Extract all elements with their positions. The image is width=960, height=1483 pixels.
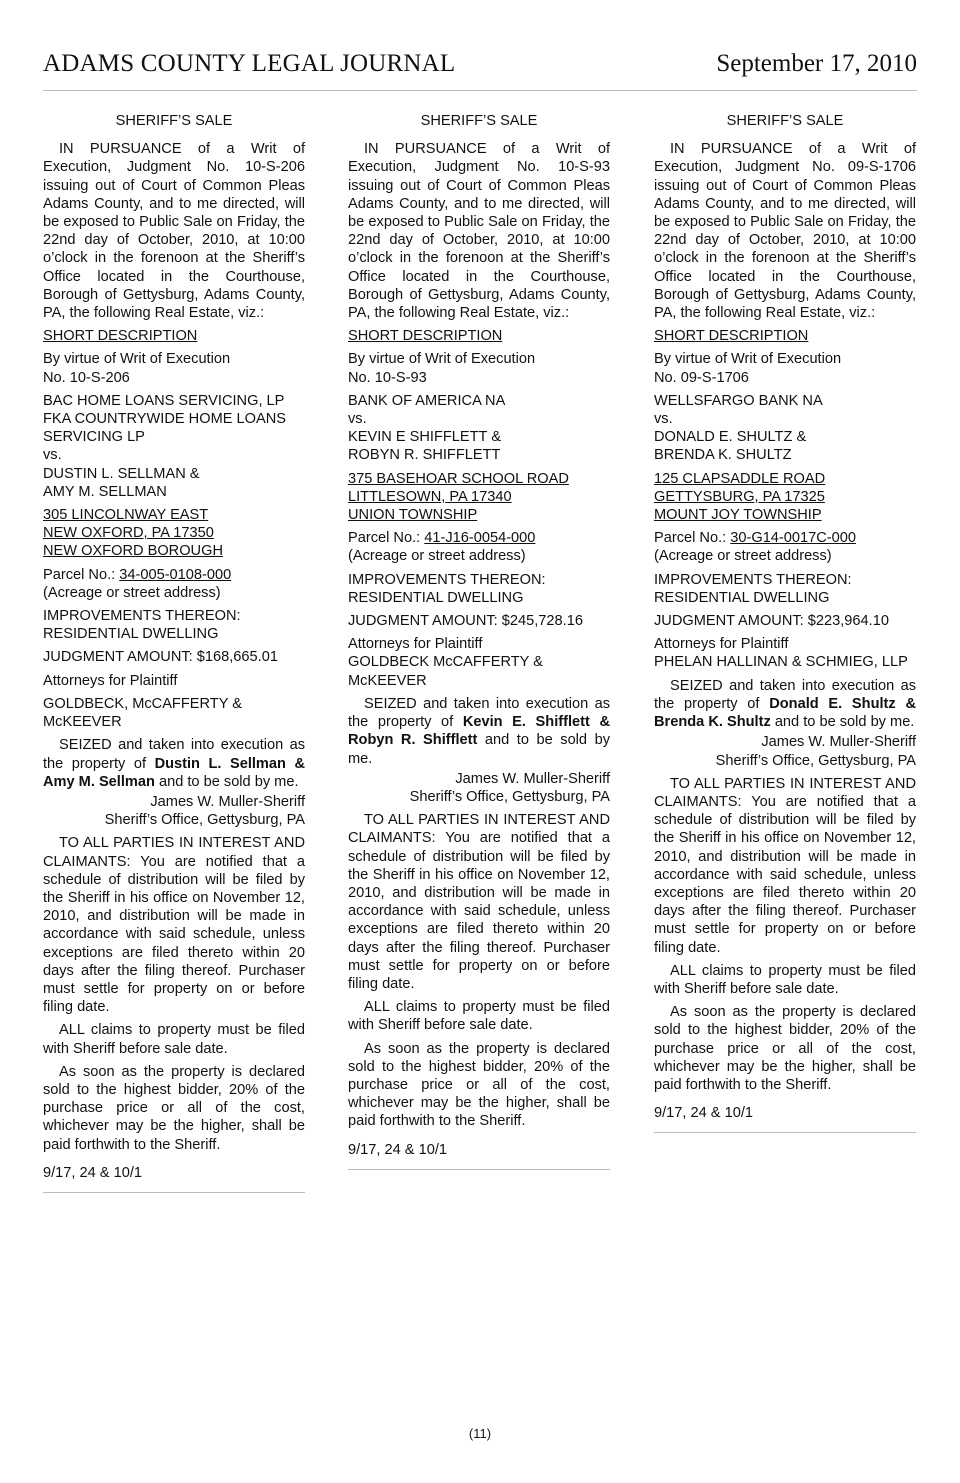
writ-number: No. 10-S-93 [348,369,427,386]
address-line: 125 CLAPSADDLE ROAD [654,470,826,487]
improvements-line: RESIDENTIAL DWELLING [348,589,524,606]
seized-text: SEIZED and taken into execution as the property of [348,695,610,731]
improvements-line: IMPROVEMENTS THEREON: [654,571,852,588]
parcel-number: 41-J16-0054-000 [424,530,536,547]
improvements-line: IMPROVEMENTS THEREON: [43,608,241,625]
notice-column-1 [43,112,305,1193]
seized-paragraph [43,736,305,791]
seized-text-end: and to be sold by me. [348,732,610,767]
issue-date: September 17, 2010 [716,50,917,77]
improvements-line: RESIDENTIAL DWELLING [654,589,830,606]
sheriff-signature [654,733,916,769]
payment-notice: As soon as the property is declared sold to the highest bidder, 20% of the purchase price or all of the cost, whichever may be the higher, shall be paid forthwith to the Sheriff. [43,1063,305,1153]
judgment-amount: JUDGMENT AMOUNT: $168,665.01 [43,649,278,666]
owner-names: Donald E. Shultz & Brenda K. Shultz [654,695,916,731]
parcel-block [654,529,916,565]
claims-notice: ALL claims to property must be filed with Sheriff before sale date. [654,962,916,997]
parcel-block [43,566,305,602]
distribution-notice: TO ALL PARTIES IN INTEREST AND CLAIMANTS: You are notified that a schedule of distribution will be filed by the Sheriff in his office on November 12, 2010, and distribution will be made in accordance with said schedule, unless exceptions are filed thereto within 20 days after the filing thereof. Purchaser must settle for property on or before filing date. [654,775,916,956]
address-line: 375 BASEHOAR SCHOOL ROAD [348,470,569,487]
writ-line: By virtue of Writ of Execution [654,351,842,368]
notice-column-3 [654,112,916,1133]
page-number: (11) [468,1426,492,1441]
notice-column-2 [348,112,610,1170]
party-line: vs. [654,411,673,428]
notice-heading: SHERIFF’S SALE [420,113,538,129]
attorneys-label: Attorneys for Plaintiff [43,672,178,689]
party-line: BANK OF AMERICA NA [348,392,506,409]
attorney-line: GOLDBECK, McCAFFERTY & [43,695,242,712]
address-line: NEW OXFORD BOROUGH [43,543,223,560]
address-line: LITTLESOWN, PA 17340 [348,488,512,505]
party-line: AMY M. SELLMAN [43,483,167,500]
attorneys-label: Attorneys for Plaintiff [654,636,789,653]
notice-heading: SHERIFF’S SALE [726,113,844,129]
parties-block [348,392,610,465]
owner-names: Dustin L. Sellman & Amy M. Sellman [43,755,305,790]
journal-title: ADAMS COUNTY LEGAL JOURNAL [43,50,456,77]
parcel-label: Parcel No.: [348,530,425,547]
address-line: 305 LINCOLNWAY EAST [43,507,209,524]
party-line: vs. [348,411,367,428]
improvements-line: RESIDENTIAL DWELLING [43,626,219,643]
claims-notice: ALL claims to property must be filed with Sheriff before sale date. [348,999,610,1034]
acreage-note: (Acreage or street address) [348,548,526,565]
publication-dates: 9/17, 24 & 10/1 [654,1105,753,1122]
sheriff-office: Sheriff’s Office, Gettysburg, PA [715,752,916,769]
improvements-block [654,571,916,607]
writ-number: No. 09-S-1706 [654,369,749,386]
writ-block [348,350,610,386]
writ-line: By virtue of Writ of Execution [348,351,536,368]
writ-line: By virtue of Writ of Execution [43,351,231,368]
attorneys-block [654,635,916,671]
pursuance-paragraph: IN PURSUANCE of a Writ of Execution, Judgment No. 10-S-93 issuing out of Court of Common Pleas Adams County, and to me directed, will be exposed to Public Sale on Friday, the 22nd day of October, 2010, at 10:00 o’clock in the forenoon at the Sheriff’s Office located in the Courthouse, Borough of Gettysburg, Adams County, PA, the following Real Estate, viz.: [348,141,610,322]
parcel-label: Parcel No.: [43,566,120,583]
notice-heading: SHERIFF’S SALE [115,113,233,129]
party-line: BRENDA K. SHULTZ [654,447,792,464]
parcel-block [348,529,610,565]
pursuance-paragraph: IN PURSUANCE of a Writ of Execution, Judgment No. 09-S-1706 issuing out of Court of Common Pleas Adams County, and to me directed, will be exposed to Public Sale on Friday, the 22nd day of October, 2010, at 10:00 o’clock in the forenoon at the Sheriff’s Office located in the Courthouse, Borough of Gettysburg, Adams County, PA, the following Real Estate, viz.: [654,141,916,322]
property-address [43,506,305,561]
party-line: SERVICING LP [43,429,145,446]
attorneys-block [348,635,610,690]
seized-paragraph [348,695,610,768]
improvements-block [43,607,305,643]
parties-block [654,392,916,465]
attorneys-block [43,695,305,731]
seized-text-end: and to be sold by me. [770,714,915,731]
column-divider [348,1169,610,1170]
seized-text-end: and to be sold by me. [154,773,299,790]
parties-block [43,392,305,501]
attorney-line: GOLDBECK McCAFFERTY & [348,654,543,671]
party-line: vs. [43,447,62,464]
pursuance-paragraph: IN PURSUANCE of a Writ of Execution, Judgment No. 10-S-206 issuing out of Court of Common Pleas Adams County, and to me directed, will be exposed to Public Sale on Friday, the 22nd day of October, 2010, at 10:00 o’clock in the forenoon at the Sheriff’s Office located in the Courthouse, Borough of Gettysburg, Adams County, PA, the following Real Estate, viz.: [43,141,305,322]
improvements-block [348,571,610,607]
address-line: UNION TOWNSHIP [348,507,478,524]
seized-text: SEIZED and taken into execution as the property of [43,737,305,772]
judgment-amount: JUDGMENT AMOUNT: $245,728.16 [348,613,583,630]
parcel-number: 30-G14-0017C-000 [730,530,856,547]
improvements-line: IMPROVEMENTS THEREON: [348,571,546,588]
property-address [654,470,916,525]
masthead [43,50,917,91]
short-description-label: SHORT DESCRIPTION [43,328,198,345]
party-line: WELLSFARGO BANK NA [654,392,823,409]
party-line: BAC HOME LOANS SERVICING, LP [43,392,285,409]
attorney-line: McKEEVER [348,672,427,689]
seized-paragraph [654,677,916,732]
publication-dates: 9/17, 24 & 10/1 [348,1141,447,1158]
publication-dates: 9/17, 24 & 10/1 [43,1164,142,1181]
distribution-notice: TO ALL PARTIES IN INTEREST AND CLAIMANTS: You are notified that a schedule of distribution will be filed by the Sheriff in his office on November 12, 2010, and distribution will be made in accordance with said schedule, unless exceptions are filed thereto within 20 days after the filing thereof. Purchaser must settle for property on or before filing date. [348,812,610,992]
property-address [348,470,610,525]
writ-number: No. 10-S-206 [43,369,130,386]
party-line: KEVIN E SHIFFLETT & [348,429,501,446]
writ-block [43,350,305,386]
sheriff-signature [43,793,305,829]
seized-text: SEIZED and taken into execution as the property of [654,677,916,712]
sheriff-name: James W. Muller-Sheriff [455,770,610,787]
party-line: DONALD E. SHULTZ & [654,429,807,446]
column-divider [654,1132,916,1133]
party-line: ROBYN R. SHIFFLETT [348,447,501,464]
sheriff-office: Sheriff’s Office, Gettysburg, PA [104,812,305,829]
attorneys-label: Attorneys for Plaintiff [348,636,483,653]
acreage-note: (Acreage or street address) [654,548,832,565]
address-line: MOUNT JOY TOWNSHIP [654,507,822,524]
address-line: GETTYSBURG, PA 17325 [654,488,825,505]
distribution-notice: TO ALL PARTIES IN INTEREST AND CLAIMANTS: You are notified that a schedule of distribution will be filed by the Sheriff in his office on November 12, 2010, and distribution will be made in accordance with said schedule, unless exceptions are filed thereto within 20 days after the filing thereof. Purchaser must settle for property on or before filing date. [43,835,305,1016]
parcel-number: 34-005-0108-000 [119,566,232,583]
attorney-line: McKEEVER [43,714,122,731]
sheriff-signature [348,770,610,806]
short-description-label: SHORT DESCRIPTION [654,328,809,345]
short-description-label: SHORT DESCRIPTION [348,328,503,345]
party-line: DUSTIN L. SELLMAN & [43,465,200,482]
sheriff-office: Sheriff’s Office, Gettysburg, PA [409,788,610,805]
claims-notice: ALL claims to property must be filed with Sheriff before sale date. [43,1022,305,1057]
acreage-note: (Acreage or street address) [43,584,221,601]
owner-names: Kevin E. Shifflett & Robyn R. Shifflett [348,714,610,749]
attorney-line: PHELAN HALLINAN & SCHMIEG, LLP [654,654,908,671]
party-line: FKA COUNTRYWIDE HOME LOANS [43,411,286,428]
address-line: NEW OXFORD, PA 17350 [43,525,214,542]
payment-notice: As soon as the property is declared sold to the highest bidder, 20% of the purchase price or all of the cost, whichever may be the higher, shall be paid forthwith to the Sheriff. [654,1004,916,1093]
sheriff-name: James W. Muller-Sheriff [150,793,305,810]
parcel-label: Parcel No.: [654,530,731,547]
column-divider [43,1192,305,1193]
writ-block [654,350,916,386]
payment-notice: As soon as the property is declared sold to the highest bidder, 20% of the purchase price or all of the cost, whichever may be the higher, shall be paid forthwith to the Sheriff. [348,1040,610,1130]
sheriff-name: James W. Muller-Sheriff [761,734,916,751]
judgment-amount: JUDGMENT AMOUNT: $223,964.10 [654,613,889,630]
